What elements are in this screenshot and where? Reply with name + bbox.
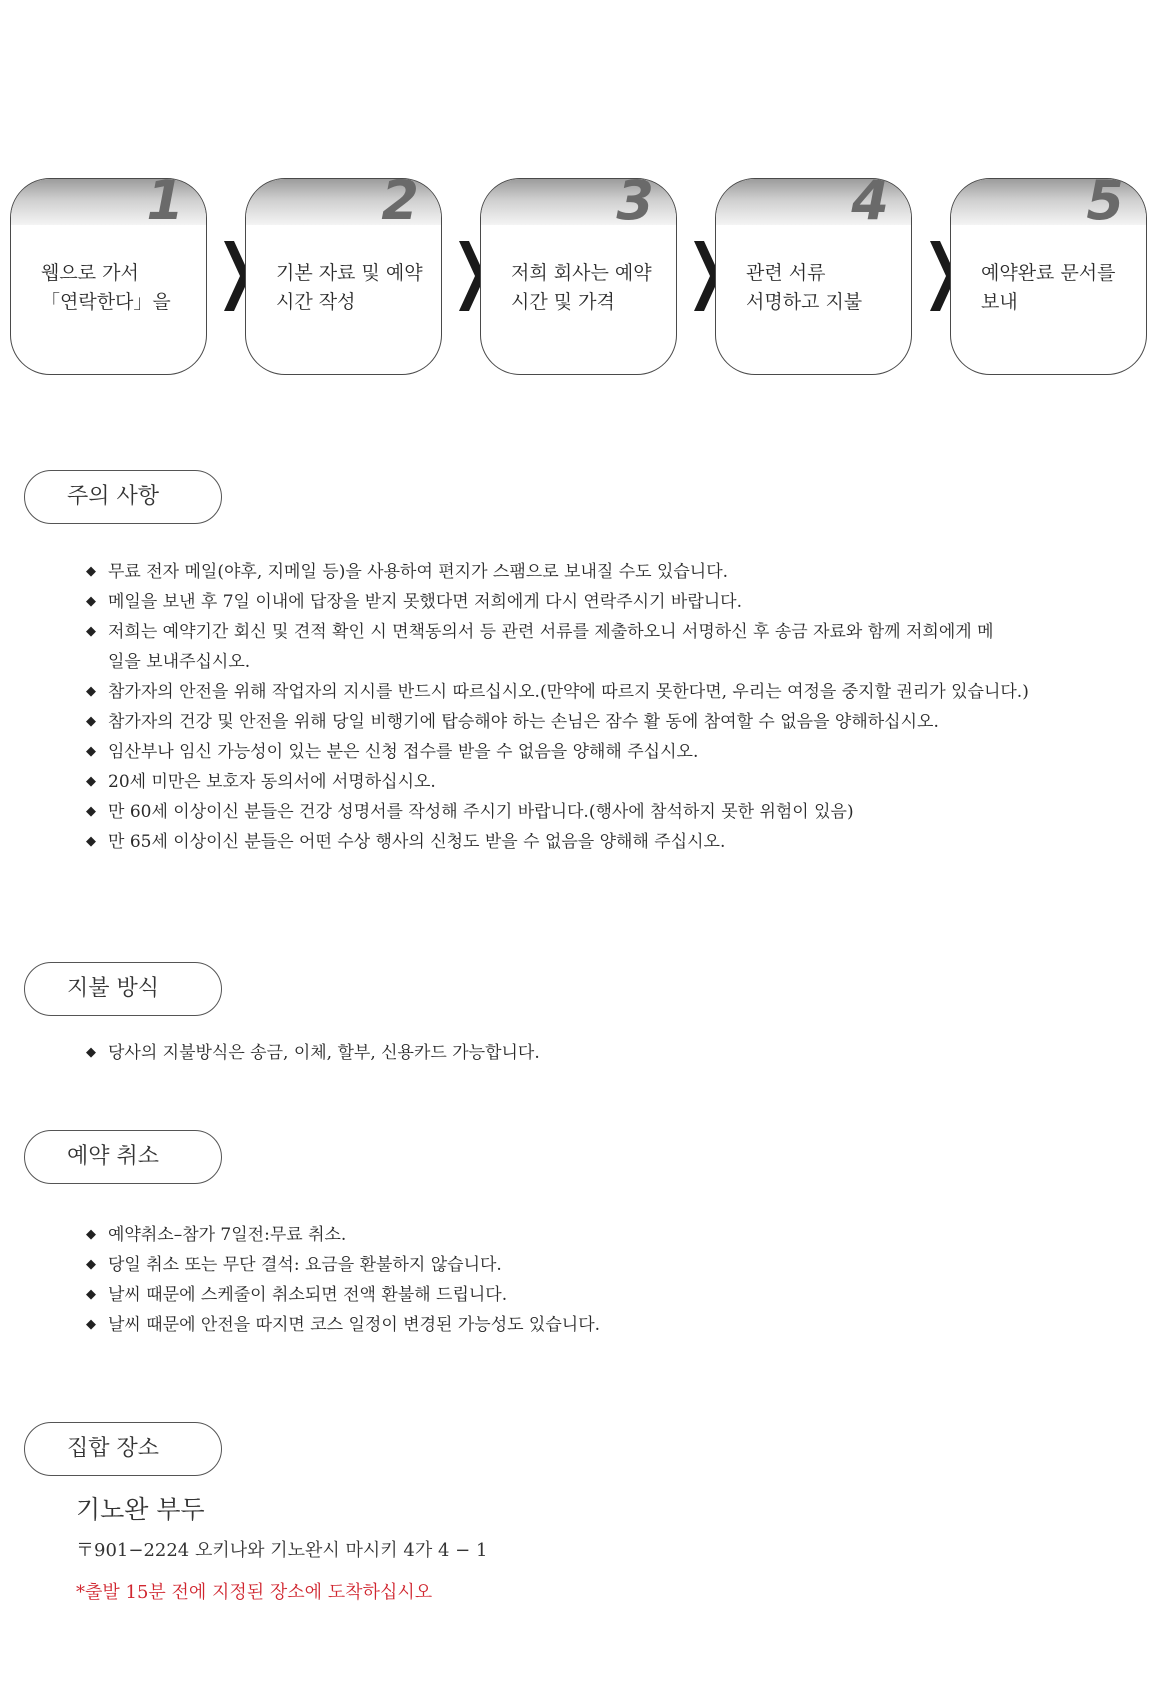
step-text-line: 「연락한다」을 [41, 291, 171, 313]
step-text-line: 시간 작성 [276, 291, 356, 313]
payment-list [86, 1038, 540, 1068]
step-2-card [245, 178, 442, 375]
list-item [86, 1280, 600, 1310]
diamond-bullet-icon: ◆ [86, 834, 96, 849]
list-item [86, 617, 1008, 677]
cancel-list [86, 1220, 600, 1340]
list-item-text: 만 60세 이상이신 분들은 건강 성명서를 작성해 주시기 바랍니다.(행사에 참석하지 못한 위험이 있음) [108, 802, 854, 822]
step-text [746, 259, 899, 317]
step-number: 3 [616, 178, 654, 232]
diamond-bullet-icon: ◆ [86, 594, 96, 609]
step-text-line: 서명하고 지불 [746, 291, 863, 313]
diamond-bullet-icon: ◆ [86, 1227, 96, 1242]
diamond-bullet-icon: ◆ [86, 1257, 96, 1272]
list-item-text: 만 65세 이상이신 분들은 어떤 수상 행사의 신청도 받을 수 없음을 양해해 주십시오. [108, 832, 726, 852]
step-number: 5 [1086, 178, 1124, 232]
step-text-line: 저희 회사는 예약 [511, 262, 652, 284]
step-number: 4 [851, 178, 889, 232]
list-item [86, 827, 1068, 857]
step-number: 2 [381, 178, 419, 232]
step-text [41, 259, 194, 317]
step-text-line: 시간 및 가격 [511, 291, 615, 313]
list-item [86, 707, 1068, 737]
list-item-text: 메일을 보낸 후 7일 이내에 답장을 받지 못했다면 저희에게 다시 연락주시기 바랍니다. [108, 592, 743, 612]
list-item-text: 임산부나 임신 가능성이 있는 분은 신청 접수를 받을 수 없음을 양해해 주십시오. [108, 742, 699, 762]
section-title-payment: 지불 방식 [24, 962, 222, 1016]
step-text [981, 259, 1134, 317]
section-title-cancel: 예약 취소 [24, 1130, 222, 1184]
list-item-text: 무료 전자 메일(야후, 지메일 등)을 사용하여 편지가 스팸으로 보내질 수도 있습니다. [108, 562, 729, 582]
step-4-card [715, 178, 912, 375]
list-item [86, 587, 1068, 617]
step-text-line: 웹으로 가서 [41, 262, 139, 284]
step-text-line: 예약완료 문서를 [981, 262, 1116, 284]
list-item-text: 예약취소–참가 7일전:무료 취소. [108, 1225, 347, 1245]
list-item-text: 당사의 지불방식은 송금, 이체, 할부, 신용카드 가능합니다. [108, 1043, 540, 1063]
list-item-text: 참가자의 안전을 위해 작업자의 지시를 반드시 따르십시오.(만약에 따르지 못한다면, 우리는 여정을 중지할 권리가 있습니다.) [108, 682, 1029, 702]
step-text [276, 259, 429, 317]
list-item [86, 1310, 600, 1340]
diamond-bullet-icon: ◆ [86, 684, 96, 699]
diamond-bullet-icon: ◆ [86, 624, 96, 639]
list-item-text: 당일 취소 또는 무단 결석: 요금을 환불하지 않습니다. [108, 1255, 502, 1275]
diamond-bullet-icon: ◆ [86, 774, 96, 789]
list-item-text: 참가자의 건강 및 안전을 위해 당일 비행기에 탑승해야 하는 손님은 잠수 활 동에 참여할 수 없음을 양해하십시오. [108, 712, 939, 732]
list-item [86, 677, 1068, 707]
step-3-card [480, 178, 677, 375]
diamond-bullet-icon: ◆ [86, 564, 96, 579]
diamond-bullet-icon: ◆ [86, 1317, 96, 1332]
list-item-text: 20세 미만은 보호자 동의서에 서명하십시오. [108, 772, 436, 792]
list-item [86, 767, 1068, 797]
step-5-card [950, 178, 1147, 375]
list-item [86, 557, 1068, 587]
diamond-bullet-icon: ◆ [86, 1045, 96, 1060]
diamond-bullet-icon: ◆ [86, 804, 96, 819]
notice-list [86, 557, 1068, 857]
list-item-text: 저희는 예약기간 회신 및 견적 확인 시 면책동의서 등 관련 서류를 제출하오니 서명하신 후 송금 자료와 함께 저희에게 메일을 보내주십시오. [108, 622, 994, 672]
meeting-place-address: 〒901−2224 오키나와 기노완시 마시키 4가 4 − 1 [76, 1540, 488, 1561]
process-steps [0, 0, 1160, 400]
diamond-bullet-icon: ◆ [86, 744, 96, 759]
meeting-place-note: *출발 15분 전에 지정된 장소에 도착하십시오 [76, 1582, 433, 1603]
step-number: 1 [146, 178, 184, 232]
diamond-bullet-icon: ◆ [86, 1287, 96, 1302]
step-1-card [10, 178, 207, 375]
list-item [86, 1250, 600, 1280]
diamond-bullet-icon: ◆ [86, 714, 96, 729]
section-title-meeting: 집합 장소 [24, 1422, 222, 1476]
list-item [86, 797, 1068, 827]
section-title-notice: 주의 사항 [24, 470, 222, 524]
list-item [86, 1220, 600, 1250]
step-text-line: 보내 [981, 291, 1018, 313]
step-text-line: 기본 자료 및 예약 [276, 262, 423, 284]
list-item-text: 날씨 때문에 스케줄이 취소되면 전액 환불해 드립니다. [108, 1285, 508, 1305]
list-item [86, 1038, 540, 1068]
step-text [511, 259, 664, 317]
list-item [86, 737, 1068, 767]
list-item-text: 날씨 때문에 안전을 따지면 코스 일정이 변경된 가능성도 있습니다. [108, 1315, 601, 1335]
step-text-line: 관련 서류 [746, 262, 826, 284]
meeting-place-name: 기노완 부두 [76, 1495, 205, 1524]
